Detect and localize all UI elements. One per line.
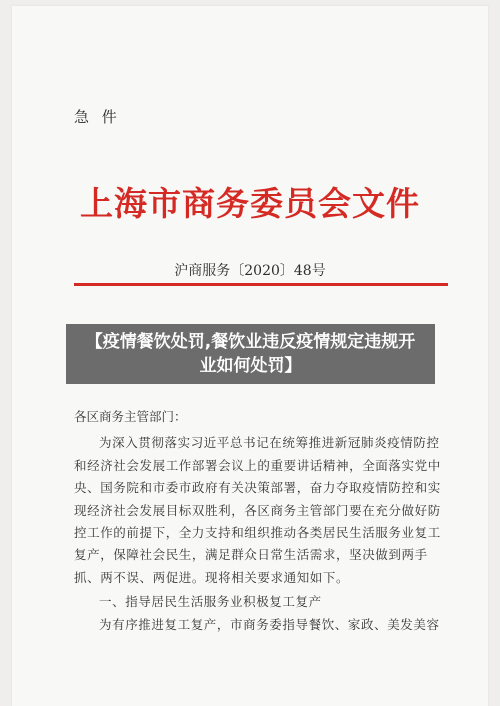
document-number: 沪商服务〔2020〕48号	[174, 263, 326, 279]
red-divider-line	[74, 283, 448, 286]
document-body	[74, 406, 450, 636]
urgency-label: 急 件	[74, 108, 121, 126]
salutation: 各区商务主管部门：	[74, 409, 187, 424]
section-heading-1: 一、指导居民生活服务业积极复工复产	[99, 594, 322, 610]
title-overlay-banner	[66, 324, 435, 384]
overlay-title: 【疫情餐饮处罚,餐饮业违反疫情规定违规开业如何处罚】	[85, 332, 416, 376]
body-paragraph-2: 为有序推进复工复产，市商务委指导餐饮、家政、美发美容	[99, 616, 440, 632]
body-paragraph-1: 为深入贯彻落实习近平总书记在统筹推进新冠肺炎疫情防控和经济社会发展工作部署会议上的重要讲话精神，全面落实党中央、国务院和市委市政府有关决策部署，奋力夺取疫情防控和实现经济社会发展目标双胜利，各区商务主管部门要在充分做好防控工作的前提下，全力支持和组织推动各类居民生活服务业复工复产，保障社会民生，满足群众日常生活需求，坚决做到两手抓、两不误、两促进。现将相关要求通知如下。	[74, 435, 441, 585]
document-header-title: 上海市商务委员会文件	[80, 184, 420, 223]
